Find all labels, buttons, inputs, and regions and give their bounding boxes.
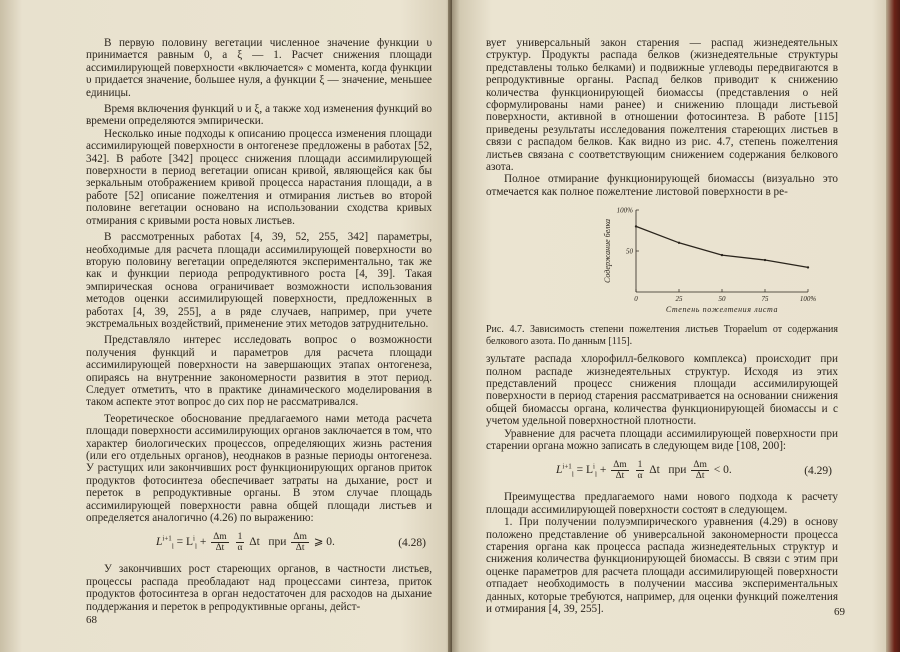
eq-frac-top: Δm <box>293 532 307 543</box>
eq-symbol: < 0. <box>713 464 732 477</box>
x-tick-label: 50 <box>718 295 726 304</box>
right-page <box>452 0 900 652</box>
figure-caption: Рис. 4.7. Зависимость степени пожелтения листьев Tropaelum от содержания белкового азота. По данным [115]. <box>486 324 838 347</box>
paragraph: 1. При получении полуэмпирического уравнения (4.29) в основу положено представление об универсальной закономерности процесса старения органа как процесса распада жизнедеятельных структур и снижения количества функционирующей биомассы. В связи с этим при оценке параметров для расчета площади ассимилирующей поверхности отпадает необходимость в получении массива экспериментальных данных, которые требуются, например, для оценки функций пожелтения и отмирания [4, 39, 255]. <box>486 516 838 615</box>
paragraph: зультате распада хлорофилл-белкового комплекса) происходит при полном распаде жизнедеятельных структур. Исходя из этих представлений процесс снижения площади ассимилирующей поверхности в период старения рассматривается на основании снижения общей биомассы органа, количества функционирующей биомассы и с учетом удельной поверхностной плотности. <box>486 353 838 428</box>
paragraph: Время включения функций υ и ξ, а также ход изменения функций во времени определяются эмпирически. <box>86 103 432 128</box>
eq-frac-bottom: α <box>237 543 243 554</box>
book-edge <box>886 0 900 652</box>
data-point <box>678 242 680 244</box>
eq-symbol: = L <box>176 536 194 549</box>
y-tick-label: 100% <box>616 206 633 215</box>
equation-number: (4.29) <box>804 464 832 477</box>
paragraph: Несколько иные подходы к описанию процесса изменения площади ассимилирующей поверхности в онтогенезе предложены в работах [52, 342]. В работе [342] процесс снижения площади ассимилирующей поверхности в период вегетации описан кривой, являющейся как бы зеркальным отображением кривой процесса нарастания площади, а в работе [52] описание пожелтения и отмирания листьев во второй половине вегетации основано на использовании сходства кривых отмирания с кривыми роста новых листьев. <box>86 127 432 227</box>
fraction <box>636 460 645 481</box>
page-number: 69 <box>834 606 845 618</box>
paragraph: Представляло интерес исследовать вопрос о возможности получения функций и параметров для расчета площади ассимилирующей поверхности на завершающих этапах онтогенеза, опираясь на внутренние закономерности развития в этот период. Следует отметить, что в практике динамического моделирования в таком аспекте этот вопрос до сих пор не рассматривался. <box>86 334 432 409</box>
equation-expression: $L^{i+1}_l = L^i_l$ + $\frac{\Delta m}{\Delta t}$ $\frac{1}{\alpha}$ Δt при $\frac{\Delta m}{\Delta t}$ < 0. <box>556 460 732 482</box>
data-point <box>721 254 723 256</box>
fraction <box>611 460 629 481</box>
eq-symbol: Δt <box>649 464 660 477</box>
equation-expression: $L^{i+1}_l = L^i_l$ + $\frac{\Delta m}{\Delta t}$ $\frac{1}{\alpha}$ Δt при $\frac{\Delta m}{\Delta t}$ ⩾ 0. <box>156 532 335 554</box>
x-tick-label: 100% <box>799 295 817 304</box>
paragraph: В первую половину вегетации численное значение функции υ принимается равным 0, а ξ — 1. Расчет снижения площади ассимилирующей поверхности «включается» с момента, когда функции υ придается значение, большее нуля, а функции ξ — значение, меньшее единицы. <box>86 37 432 99</box>
equation-4-28 <box>86 532 432 553</box>
paragraph: Уравнение для расчета площади ассимилирующей поверхности при старении органа можно записать в следующем виде [108, 200]: <box>486 427 838 452</box>
left-text-column <box>86 37 432 613</box>
eq-symbol: при <box>268 536 287 549</box>
data-point <box>764 259 766 261</box>
eq-frac-top: Δm <box>693 460 707 471</box>
series-line <box>636 227 808 268</box>
fraction <box>236 532 245 553</box>
eq-symbol: при <box>668 464 687 477</box>
paragraph: Преимущества предлагаемого нами нового подхода к расчету площади ассимилирующей поверхности состоят в следующем. <box>486 491 838 516</box>
y-axis-label: Содержание белка <box>603 219 612 284</box>
eq-symbol: L <box>156 536 163 549</box>
x-tick-label: 75 <box>761 295 769 304</box>
paragraph: У закончивших рост стареющих органов, в частности листьев, процессы распада преобладают над процессами синтеза, приток продуктов фотосинтеза в орган недостаточен для расходов на дыхание поддержания и переток в репродуктивные органы, дейст- <box>86 563 432 613</box>
chart-axes <box>603 207 816 315</box>
eq-frac-bottom: Δt <box>295 543 305 554</box>
y-tick-label: 50 <box>626 247 633 256</box>
eq-frac-top: Δm <box>213 532 227 543</box>
figure-4-7 <box>486 204 838 320</box>
x-tick-label: 25 <box>675 295 683 304</box>
eq-symbol: L <box>556 464 563 477</box>
eq-frac-bottom: Δt <box>215 543 225 554</box>
equation-number: (4.28) <box>398 536 426 549</box>
x-axis-label: Степень пожелтения листа <box>665 305 779 315</box>
eq-frac-bottom: α <box>637 471 643 482</box>
page-number: 68 <box>86 614 97 626</box>
fraction <box>691 460 709 481</box>
fraction <box>291 532 309 553</box>
paragraph: В рассмотренных работах [4, 39, 52, 255, 342] параметры, необходимые для расчета площади ассимилирующей поверхности во вторую половину вегетации определяются экспериментально, так же как и функции периода репродуктивного роста [4, 39]. Такая эмпирическая основа ограничивает возможности использования методов оценки ассимилирующей поверхности, предложенных в работах [4, 39, 255], а в ряде случаев, например, при учете экстремальных воздействий, применение этих методов затруднительно. <box>86 231 432 330</box>
paragraph: вует универсальный закон старения — распад жизнедеятельных структур. Продукты распада белков (жизнедеятельные структуры представлены только белками) и подвижные углеводы передвигаются в репродуктивные органы. Распад белков приводит к снижению количества функционирующей биомассы (представления о ней сформулированы нами ранее) и снижению площади листьевой поверхности, активной в отношении фотосинтеза. В работе [115] приведены результаты исследования пожелтения стареющих листьев в связи с распадом белков. Как видно из рис. 4.7, степень пожелтения листьев связана с соответствующим снижением содержания белкового азота. <box>486 37 838 174</box>
paragraph: Теоретическое обоснование предлагаемого нами метода расчета площади поверхности ассимилирующих органов заключается в том, что характер биологических процессов, определяющих жизнь растения (или его отдельных органов), неоднаков в разные периоды онтогенеза. У растущих или закончивших рост функционирующих органов приток продуктов фотосинтеза обеспечивает затраты на дыхание, рост и переток в репродуктивные органы. В этом случае площадь ассимилирующей поверхности равна общей площади листьев и определяется аналогично (4.26) по выражению: <box>86 412 432 525</box>
data-point <box>635 225 637 227</box>
eq-frac-bottom: Δt <box>615 471 625 482</box>
eq-symbol: ⩾ 0. <box>313 536 335 549</box>
paragraph: Полное отмирание функционирующей биомассы (визуально это отмечается как полное пожелтение листовой поверхности в ре- <box>486 173 838 198</box>
right-text-column <box>486 37 838 615</box>
eq-symbol: Δt <box>249 536 260 549</box>
data-point <box>807 266 809 268</box>
x-tick-label: 0 <box>634 295 638 304</box>
eq-symbol: = L <box>576 464 594 477</box>
chart <box>486 204 838 320</box>
fraction <box>211 532 229 553</box>
eq-frac-top: 1 <box>637 460 643 471</box>
eq-frac-bottom: Δt <box>695 471 705 482</box>
eq-frac-top: Δm <box>613 460 627 471</box>
chart-marks <box>635 225 809 268</box>
eq-frac-top: 1 <box>237 532 243 543</box>
equation-4-29 <box>486 460 838 481</box>
